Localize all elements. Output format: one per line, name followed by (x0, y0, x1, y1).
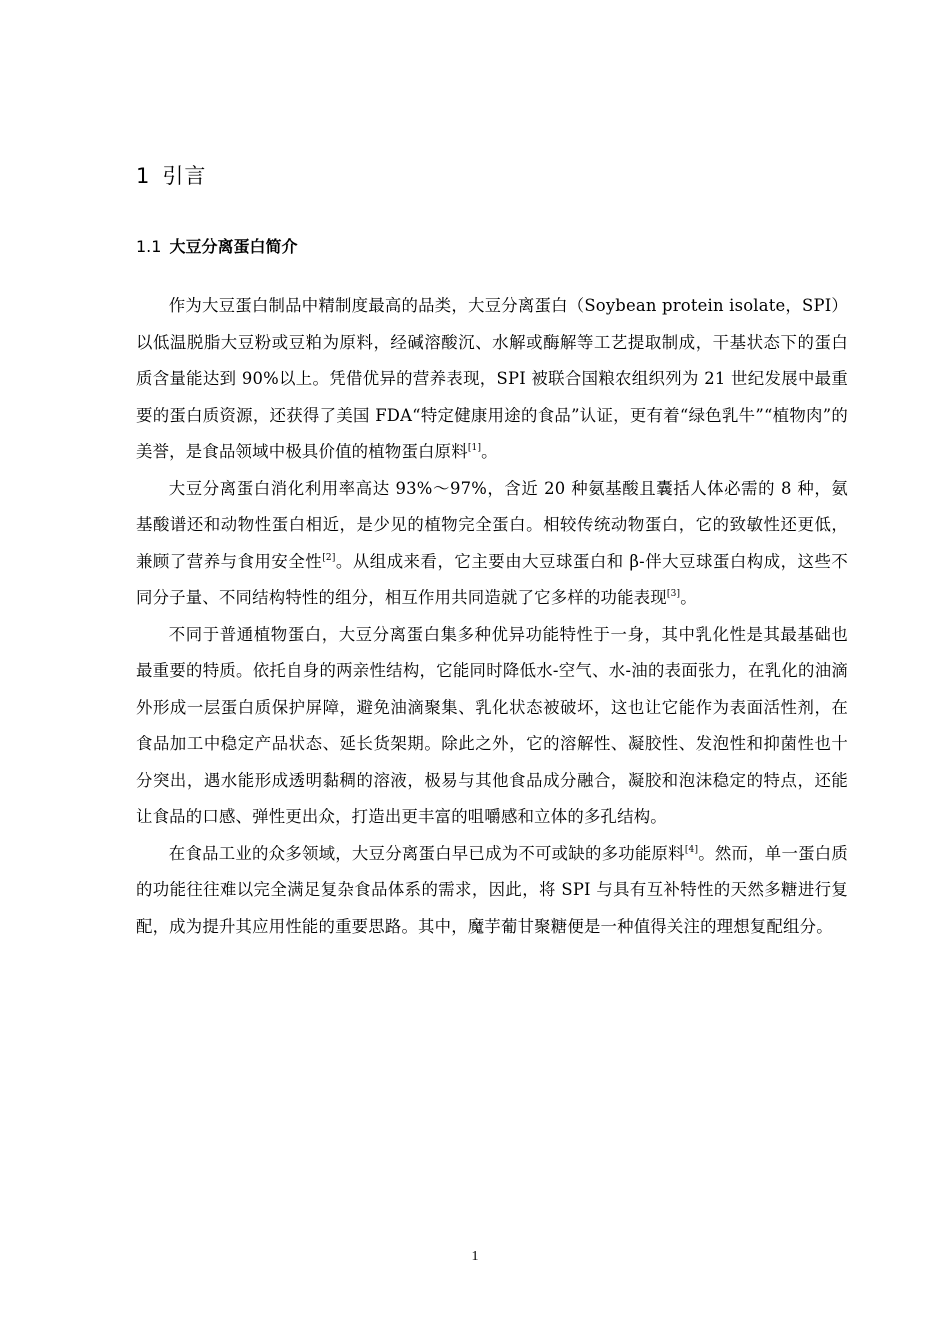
citation: [2] (322, 552, 336, 563)
section-number: 1 (136, 164, 151, 188)
body-text (136, 288, 848, 945)
paragraph (136, 617, 848, 836)
paragraph-text: 。从组成来看，它主要由大豆球蛋白和 β-伴大豆球蛋白构成，这些不同分子量、不同结构特性的组分，相互作用共同造就了它多样的功能表现 (136, 551, 849, 607)
section-title: 引言 (162, 164, 207, 188)
paragraph-text: 不同于普通植物蛋白，大豆分离蛋白集多种优异功能特性于一身，其中乳化性是其最基础也最重要的特质。依托自身的两亲性结构，它能同时降低水-空气、水-油的表面张力，在乳化的油滴外形成一层蛋白质保护屏障，避免油滴聚集、乳化状态被破坏，这也让它能作为表面活性剂，在食品加工中稳定产品状态、延长货架期。除此之外，它的溶解性、凝胶性、发泡性和抑菌性也十分突出，遇水能形成透明黏稠的溶液，极易与其他食品成分融合，凝胶和泡沫稳定的特点，还能让食品的口感、弹性更出众，打造出更丰富的咀嚼感和立体的多孔结构。 (136, 624, 848, 826)
section-heading (136, 160, 206, 190)
subsection-number: 1.1 (136, 237, 162, 256)
page-number: 1 (471, 1249, 479, 1264)
paragraph-end: 。 (481, 442, 498, 461)
subsection-heading (136, 234, 297, 257)
paragraph (136, 288, 848, 471)
paragraph-text: 作为大豆蛋白制品中精制度最高的品类，大豆分离蛋白（Soybean protein isolate，SPI）以低温脱脂大豆粉或豆粕为原料，经碱溶酸沉、水解或酶解等工艺提取制成，干基状态下的蛋白质含量能达到 90%以上。凭借优异的营养表现，SPI 被联合国粮农组织列为 21 世纪发展中最重要的蛋白质资源，还获得了美国 FDA“特定健康用途的食品”认证，更有着“绿色乳牛”“植物肉”的美誉，是食品领域中极具价值的植物蛋白原料 (136, 296, 848, 461)
citation: [3] (666, 589, 681, 599)
paragraph-end: 。 (680, 588, 697, 607)
subsection-title: 大豆分离蛋白简介 (169, 237, 298, 256)
paragraph-end: 。然而，单一蛋白质的功能往往难以完全满足复杂食品体系的需求，因此，将 SPI 与具有互补特性的天然多糖进行复配，成为提升其应用性能的重要思路。其中，魔芋葡甘聚糖便是一种值得关注的理想复配组分。 (136, 843, 848, 936)
citation: [4] (684, 844, 699, 855)
paragraph-text: 大豆分离蛋白消化利用率高达 93%～97%，含近 20 种氨基酸且囊括人体必需的 8 种，氨基酸谱还和动物性蛋白相近，是少见的植物完全蛋白。相较传统动物蛋白，它的致敏性还更低，兼顾了营养与食用安全性 (136, 478, 848, 571)
paragraph-text: 在食品工业的众多领域，大豆分离蛋白早已成为不可或缺的多功能原料 (168, 843, 685, 863)
paragraph (136, 471, 848, 617)
citation: [1] (467, 443, 482, 453)
paragraph (136, 836, 848, 946)
